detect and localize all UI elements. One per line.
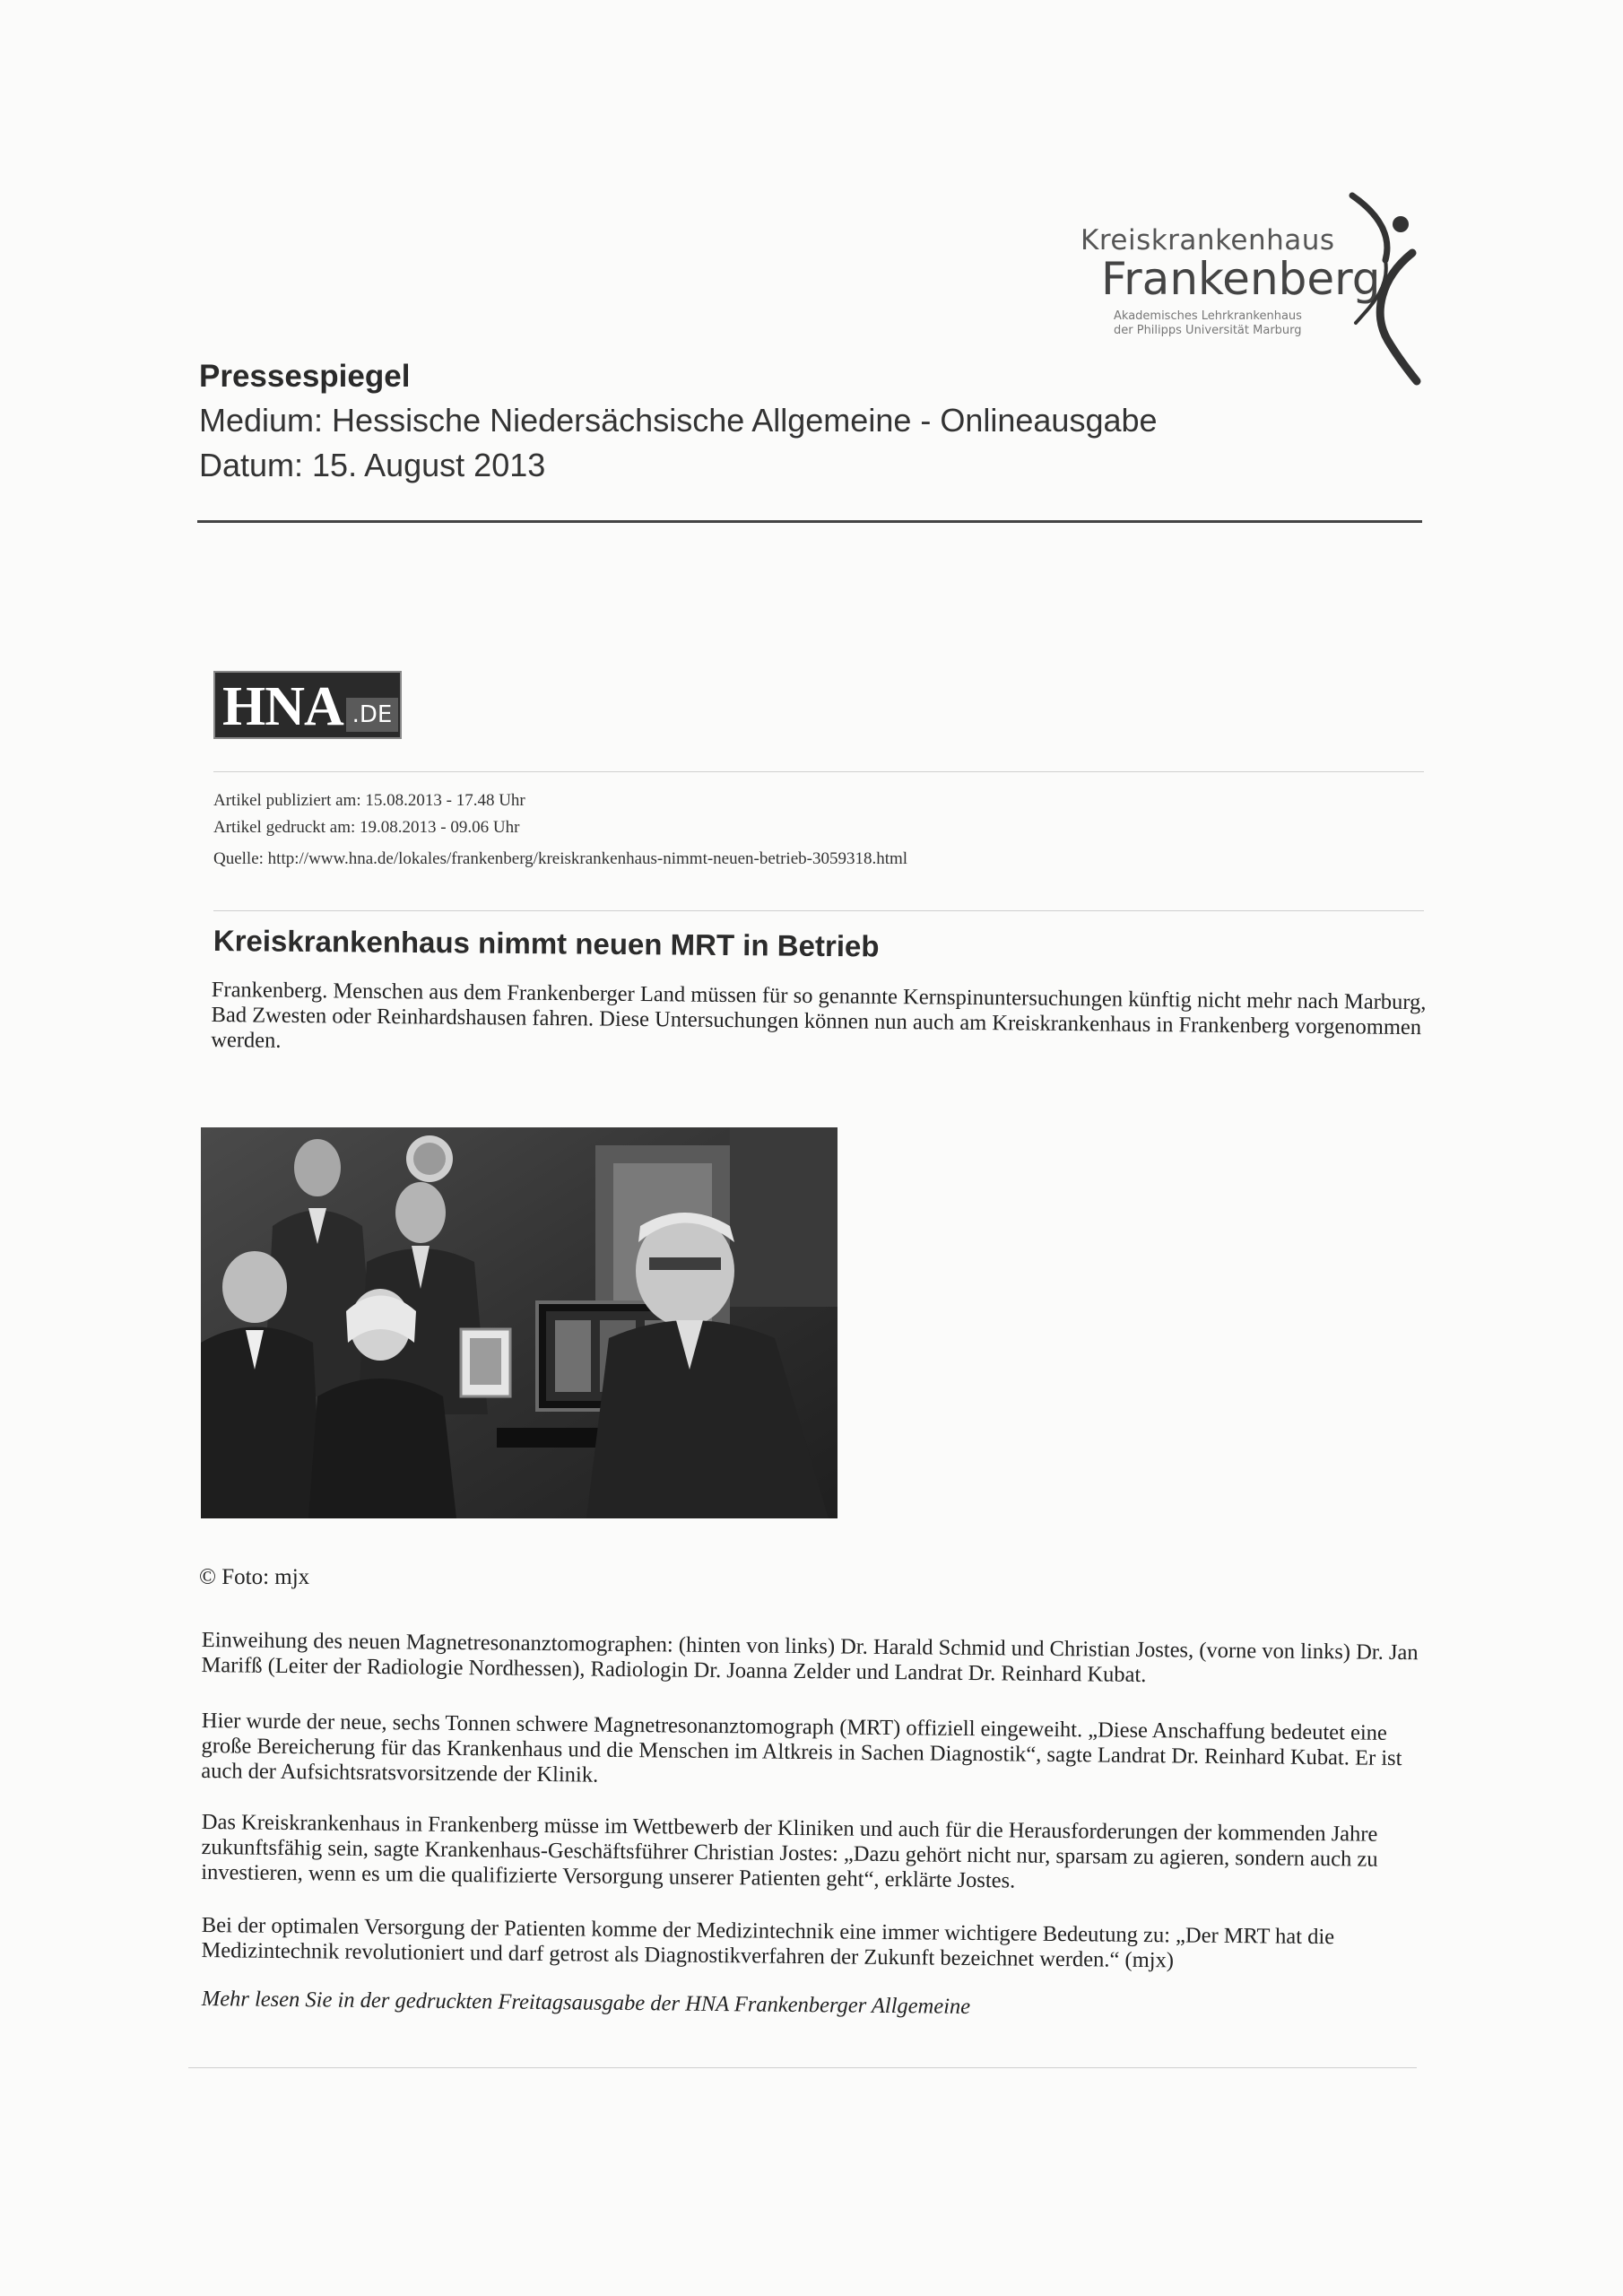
logo-subtitle: Akademisches Lehrkrankenhaus der Philipps Universität Marburg (1114, 309, 1302, 337)
photo-credit: © Foto: mjx (199, 1565, 310, 1589)
divider (213, 910, 1424, 911)
hospital-logo (1076, 188, 1453, 395)
published-date: Artikel publiziert am: 15.08.2013 - 17.48 Uhr (213, 791, 525, 810)
article-headline: Kreiskrankenhaus nimmt neuen MRT in Betrieb (213, 924, 880, 963)
article-photo (201, 1127, 838, 1518)
divider (213, 771, 1424, 772)
article-paragraph: Das Kreiskrankenhaus in Frankenberg müsse im Wettbewerb der Kliniken und auch für die Herausforderungen der kommenden Jahre zukunftsfähig sein, sagte Krankenhaus-Geschäftsführer Christian Jostes: „Dazu gehört nicht nur, sparsam zu agieren, sondern auch zu investieren, wenn es um die qualifizierte Versorgung unserer Patienten geht“, erklärte Jostes. (201, 1810, 1378, 1893)
date-line: Datum: 15. August 2013 (199, 447, 546, 483)
read-more-note: Mehr lesen Sie in der gedruckten Freitagsausgabe der HNA Frankenberger Allgemeine (201, 1987, 971, 2019)
printed-date: Artikel gedruckt am: 19.08.2013 - 09.06 Uhr (213, 818, 520, 837)
article-intro: Frankenberg. Menschen aus dem Frankenberger Land müssen für so genannte Kernspinuntersuchungen künftig nicht mehr nach Marburg, Bad Zwesten oder Reinhardshausen fahren. Diese Untersuchungen können nun auch am Kreiskrankenhaus in Frankenberg vorgenommen werden. (211, 978, 1427, 1053)
medium-line: Medium: Hessische Niedersächsische Allgemeine - Onlineausgabe (199, 402, 1158, 439)
photo-caption: Einweihung des neuen Magnetresonanztomographen: (hinten von links) Dr. Harald Schmid und Christian Jostes, (vorne von links) Dr. Jan Marifß (Leiter der Radiologie Nordhessen), Radiologin Dr. Joanna Zelder und Landrat Dr. Reinhard Kubat. (201, 1628, 1419, 1688)
article-paragraph: Bei der optimalen Versorgung der Patienten komme der Medizintechnik eine immer wichtigere Bedeutung zu: „Der MRT hat die Medizintechnik revolutioniert und darf getrost als Diagnostikverfahren der Zukunft bezeichnet werden.“ (mjx) (201, 1913, 1335, 1973)
logo-line-1: Kreiskrankenhaus (1081, 224, 1335, 257)
article-paragraph: Hier wurde der neue, sechs Tonnen schwere Magnetresonanztomograph (MRT) offiziell eingeweiht. „Diese Anschaffung bedeutet eine große Bereicherung für das Krankenhaus und die Menschen im Altkreis in Sachen Diagnostik“, sagte Landrat Dr. Reinhard Kubat. Er ist auch der Aufsichtsratsvorsitzende der Klinik. (201, 1709, 1402, 1787)
hna-logo (213, 671, 402, 739)
source-url: Quelle: http://www.hna.de/lokales/frankenberg/kreiskrankenhaus-nimmt-neuen-betrieb-3059318.html (213, 849, 908, 868)
hna-logo-text: HNA (222, 676, 343, 737)
logo-figure-icon (1345, 188, 1444, 395)
header-divider (197, 520, 1422, 523)
page-title: Pressespiegel (199, 359, 411, 394)
divider (188, 2067, 1417, 2068)
hna-logo-suffix: .DE (346, 698, 398, 732)
logo-line-2: Frankenberg (1101, 253, 1381, 305)
